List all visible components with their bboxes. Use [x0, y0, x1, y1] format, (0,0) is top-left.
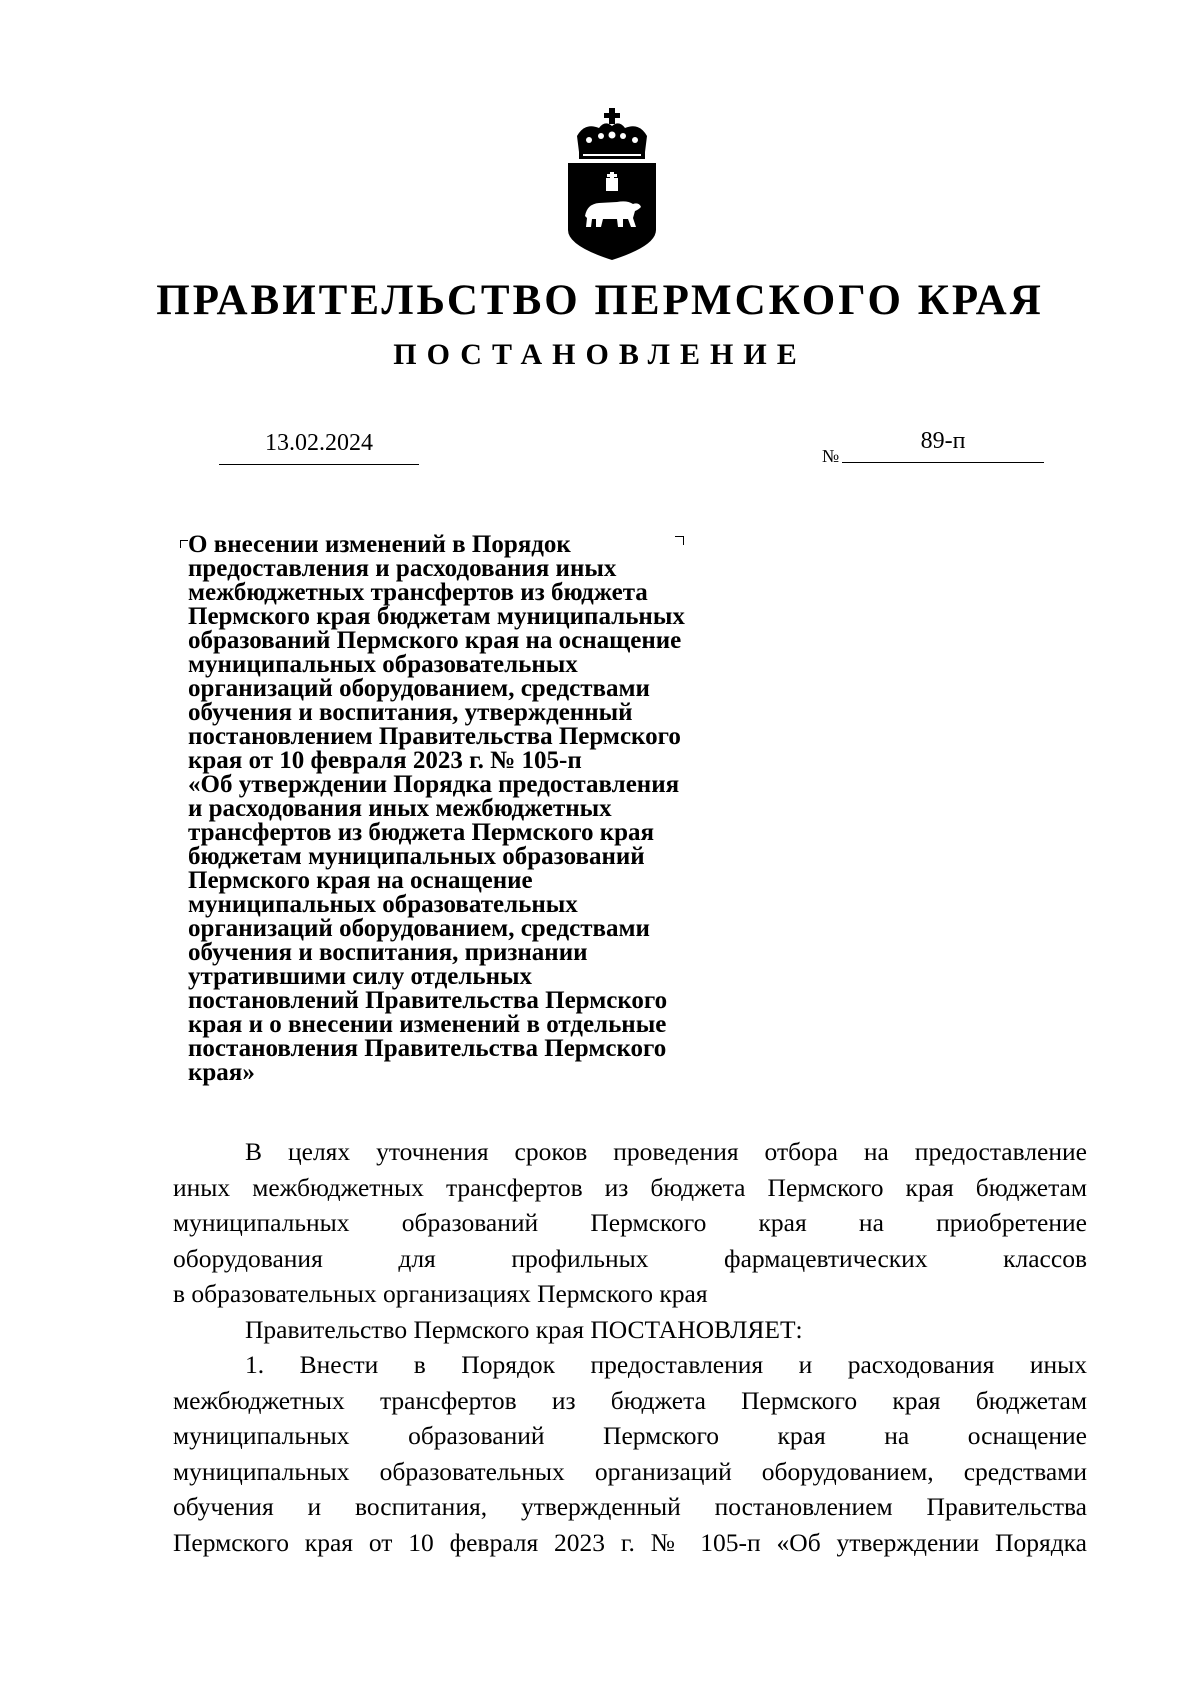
subject-line: обучения и воспитания, утвержденный: [188, 699, 633, 726]
subject-corner-mark-left: [180, 540, 188, 548]
body-line: муниципальных образовательных организаций оборудованием, средствами: [173, 1456, 1087, 1486]
subject-line: постановлений Правительства Пермского: [188, 987, 668, 1014]
subject-line: края и о внесении изменений в отдельные: [188, 1011, 667, 1038]
subject-line: постановления Правительства Пермского: [188, 1035, 667, 1062]
number-label: №: [822, 446, 840, 466]
subject-line: организаций оборудованием, средствами: [188, 675, 650, 702]
subject-line: края от 10 февраля 2023 г. № 105-п: [188, 747, 582, 774]
subject-line: Пермского края бюджетам муниципальных: [188, 603, 685, 630]
subject-line: О внесении изменений в Порядок: [188, 531, 571, 558]
document-number: 89-п: [842, 424, 1044, 463]
subject-line: обучения и воспитания, признании: [188, 939, 588, 966]
body-line: обучения и воспитания, утвержденный постановлением Правительства: [173, 1492, 1087, 1521]
document-type-title: ПОСТАНОВЛЕНИЕ: [393, 338, 807, 371]
subject-line: муниципальных образовательных: [188, 651, 578, 678]
subject-line: утратившими силу отдельных: [188, 963, 533, 990]
subject-line: организаций оборудованием, средствами: [188, 915, 650, 942]
body-line: муниципальных образований Пермского края на приобретение: [173, 1208, 1087, 1237]
subject-line: муниципальных образовательных: [188, 891, 578, 918]
subject-line: бюджетам муниципальных образований: [188, 843, 645, 870]
document-body: [173, 1134, 1087, 1560]
body-line: иных межбюджетных трансфертов из бюджета Пермского края бюджетам: [173, 1172, 1087, 1202]
document-date: 13.02.2024: [219, 426, 419, 465]
body-line: межбюджетных трансфертов из бюджета Пермского края бюджетам: [173, 1385, 1087, 1415]
subject-line: и расходования иных межбюджетных: [188, 795, 612, 822]
subject-line: образований Пермского края на оснащение: [188, 627, 682, 654]
subject-line: трансфертов из бюджета Пермского края: [188, 819, 655, 846]
subject-line: предоставления и расходования иных: [188, 555, 617, 582]
subject-line: «Об утверждении Порядка предоставления: [188, 771, 680, 798]
body-line: В целях уточнения сроков проведения отбора на предоставление: [245, 1137, 1087, 1166]
body-line: в образовательных организациях Пермского края: [173, 1279, 708, 1308]
body-line: 1. Внести в Порядок предоставления и расходования иных: [245, 1350, 1087, 1379]
body-line: Правительство Пермского края ПОСТАНОВЛЯЕТ:: [245, 1314, 803, 1344]
document-subject: [188, 533, 768, 1085]
organization-title: ПРАВИТЕЛЬСТВО ПЕРМСКОГО КРАЯ: [156, 277, 1044, 324]
body-line: Пермского края от 10 февраля 2023 г. № 105-п «Об утверждении Порядка: [173, 1527, 1087, 1557]
body-line: муниципальных образований Пермского края на оснащение: [173, 1421, 1087, 1450]
coat-of-arms-emblem: [565, 108, 659, 260]
subject-line: края»: [188, 1059, 255, 1086]
body-line: оборудования для профильных фармацевтических классов: [173, 1243, 1087, 1273]
subject-line: постановлением Правительства Пермского: [188, 723, 681, 750]
subject-line: Пермского края на оснащение: [188, 867, 533, 894]
subject-line: межбюджетных трансфертов из бюджета: [188, 579, 648, 606]
